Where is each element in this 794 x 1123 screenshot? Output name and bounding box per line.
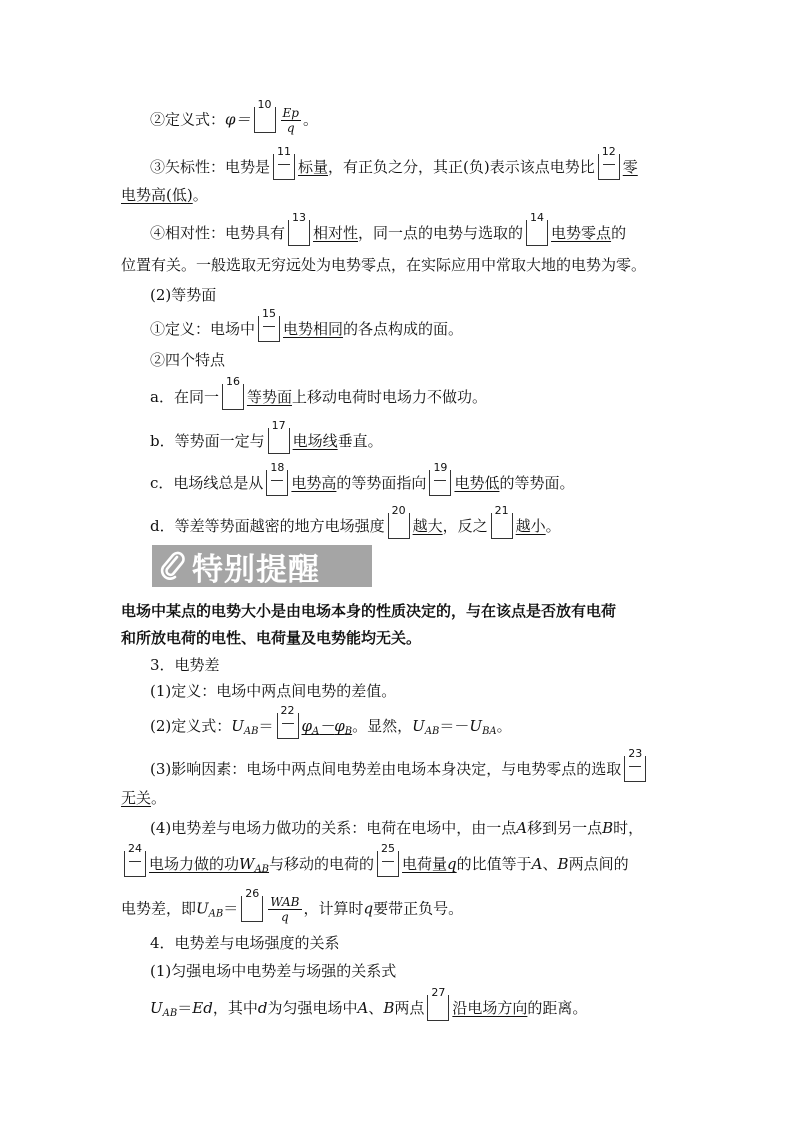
blank-box [624, 747, 646, 782]
answer-text: 电势相同 [283, 320, 344, 338]
text: B [602, 819, 614, 837]
work-relation-line [150, 818, 643, 838]
text: 。 [302, 110, 318, 129]
equipotential-definition [150, 307, 464, 342]
text: B [557, 855, 569, 873]
text: 时， [613, 819, 644, 837]
text: ，同一点的电势与选取的 [358, 224, 524, 242]
work-relation-line-2 [121, 842, 629, 880]
text: 的等势面。 [499, 474, 575, 492]
potential-difference-formula [150, 704, 512, 742]
blank-box [429, 461, 451, 496]
text: 和所放电荷的电性、电荷量及电势能均无关。 [121, 629, 422, 647]
relativity-line [150, 211, 627, 246]
scalar-line [150, 145, 638, 180]
text: ＝ [223, 899, 239, 918]
blank-number: 20 [389, 505, 409, 517]
text: ，其中 [212, 999, 258, 1017]
blank-number: 15 [259, 308, 279, 320]
text: 。显然， [352, 717, 413, 735]
feature-a [150, 375, 487, 410]
text: (3)影响因素：电场中两点间电势差由电场本身决定，与电势零点的选取 [150, 760, 622, 778]
section-4-heading [150, 933, 340, 953]
paperclip-icon [158, 551, 188, 581]
text: a．在同一 [150, 388, 219, 406]
text: 。 [496, 717, 512, 735]
feature-d [150, 504, 561, 539]
blank-number: 26 [242, 888, 262, 900]
text: 的各点构成的面。 [343, 320, 464, 338]
text: ，反之 [442, 517, 488, 535]
section-equipotential [150, 285, 216, 305]
text: － [319, 717, 335, 735]
blank-box [266, 461, 288, 496]
text: ，计算时 [303, 899, 364, 918]
blank-dash [603, 164, 615, 165]
blank-number: 13 [289, 212, 309, 224]
answer-text: 沿电场方向 [452, 999, 528, 1017]
blank-number: 27 [428, 987, 448, 999]
text: 与移动的电荷的 [269, 855, 375, 873]
denominator: q [286, 121, 295, 135]
answer-text: 等势面 [246, 388, 292, 406]
answer-text: 零 [622, 158, 638, 176]
blank-number: 21 [492, 505, 512, 517]
uniform-field-relation [150, 961, 396, 981]
subscript: AB [208, 908, 224, 920]
numerator: Ep [282, 106, 299, 120]
special-reminder-banner [152, 545, 372, 587]
fraction [281, 106, 301, 135]
influence-factor-line-cont [121, 788, 166, 808]
text: 位置有关。一般选取无穷远处为电势零点，在实际应用中常取大地的电势为零。 [121, 256, 647, 274]
blank-dash [271, 480, 283, 481]
text: 。 [545, 517, 561, 535]
subscript: AB [243, 726, 259, 737]
four-features [150, 350, 225, 370]
text: 两点间的 [568, 855, 629, 873]
blank-box [427, 986, 449, 1021]
text: 上移动电荷时电场力不做功。 [291, 388, 487, 406]
text: 的等势面指向 [336, 474, 427, 492]
feature-b [150, 419, 383, 454]
text: ②四个特点 [150, 351, 226, 369]
text: 为匀强电场中 [267, 999, 358, 1017]
text: c．电场线总是从 [150, 474, 264, 492]
text: 电场力做的功 [149, 855, 240, 873]
text: q [447, 855, 457, 873]
uniform-field-formula [150, 986, 588, 1024]
blank-number: 12 [599, 146, 619, 158]
blank-number: 16 [223, 376, 243, 388]
blank-dash [129, 861, 141, 862]
text: d．等差等势面越密的地方电场强度 [150, 517, 385, 535]
text: W [239, 855, 255, 873]
blank-box [124, 842, 146, 877]
blank-box [254, 97, 276, 133]
text: 3．电势差 [150, 656, 220, 674]
text: (2)等势面 [150, 286, 217, 304]
answer-text: 越大 [412, 517, 443, 535]
blank-number: 19 [430, 462, 450, 474]
work-relation-line-3 [121, 886, 464, 925]
answer-text: 标量 [298, 158, 329, 176]
text: (1)定义：电场中两点间电势的差值。 [150, 682, 397, 700]
blank-box [598, 145, 620, 180]
relativity-line-cont [121, 255, 646, 275]
text: 两点 [394, 999, 425, 1017]
text: ＝－ [439, 717, 470, 735]
text: b．等势面一定与 [150, 432, 265, 450]
text: (1)匀强电场中电势差与场强的关系式 [150, 962, 397, 980]
blank-box [377, 842, 399, 877]
blank-box [288, 211, 310, 246]
text: U [150, 999, 163, 1017]
text: ＝ [258, 717, 274, 735]
answer-text: 电势高 [291, 474, 337, 492]
numerator: WAB [270, 895, 300, 909]
blank-number: 24 [125, 843, 145, 855]
text: ＝ [177, 999, 193, 1017]
blank-number: 18 [267, 462, 287, 474]
text: 。 [151, 789, 167, 807]
text: ②定义式： [150, 110, 226, 129]
text: 的比值等于 [456, 855, 532, 873]
subscript: AB [254, 864, 270, 875]
text: ，有正负之分，其正(负)表示该点电势比 [328, 158, 595, 176]
blank-box [277, 704, 299, 739]
text: q [363, 899, 374, 918]
denominator: q [281, 910, 289, 924]
text: ③矢标性：电势是 [150, 158, 271, 176]
potential-difference-definition [150, 681, 396, 701]
text: B [383, 999, 395, 1017]
subscript: BA [482, 726, 497, 737]
subscript: B [344, 726, 353, 737]
blank-box [268, 419, 290, 454]
text: U [469, 717, 483, 735]
text: ④相对性：电势具有 [150, 224, 286, 242]
text: U [231, 717, 244, 735]
blank-number: 10 [255, 99, 275, 111]
blank-box [491, 504, 513, 539]
text: 的距离。 [527, 999, 588, 1017]
note-line-1 [121, 601, 616, 621]
answer-text [149, 855, 269, 873]
subscript: A [312, 726, 320, 737]
blank-box [273, 145, 295, 180]
blank-dash [629, 766, 641, 767]
subscript: AB [162, 1008, 178, 1019]
text: 垂直。 [337, 432, 383, 450]
text: U [196, 899, 209, 918]
text: Ed [192, 999, 213, 1017]
blank-box [526, 211, 548, 246]
text: 4．电势差与电场强度的关系 [150, 934, 340, 952]
answer-text: 电势低 [454, 474, 500, 492]
text: φ [334, 717, 345, 735]
text: (4)电势差与电场力做功的关系：电荷在电场中，由一点 [150, 819, 517, 837]
text: (2)定义式： [150, 717, 232, 735]
answer-text: 电势高(低) [121, 186, 193, 204]
text: 、 [368, 999, 384, 1017]
blank-box [388, 504, 410, 539]
text: U [412, 717, 425, 735]
blank-number: 25 [378, 843, 398, 855]
text: 移到另一点 [527, 819, 603, 837]
text: 电势差，即 [121, 899, 197, 918]
scalar-line-cont [121, 185, 208, 205]
text: A [531, 855, 543, 873]
blank-dash [263, 326, 275, 327]
blank-number: 23 [625, 748, 645, 760]
text: φ＝ [225, 110, 251, 129]
blank-number: 11 [274, 146, 294, 158]
blank-number: 22 [278, 705, 298, 717]
text: 。 [192, 186, 208, 204]
influence-factor-line [150, 747, 649, 782]
section-3-heading [150, 655, 220, 675]
subscript: AB [424, 726, 440, 737]
text: d [257, 999, 268, 1017]
feature-c [150, 461, 575, 496]
text: 电场中某点的电势大小是由电场本身的性质决定的，与在该点是否放有电荷 [121, 602, 617, 620]
blank-dash [278, 164, 290, 165]
text: 电荷量 [402, 855, 448, 873]
text: A [516, 819, 528, 837]
text: φ [301, 717, 313, 735]
answer-text [302, 717, 353, 735]
blank-dash [382, 861, 394, 862]
answer-text [402, 855, 457, 873]
answer-text: 相对性 [313, 224, 359, 242]
note-line-2 [121, 628, 421, 648]
text: ①定义：电场中 [150, 320, 256, 338]
blank-box [222, 375, 244, 410]
answer-text: 越小 [515, 517, 546, 535]
definition-formula-line [150, 97, 318, 135]
banner-title: 特别提醒 [192, 551, 320, 588]
fraction [268, 895, 301, 924]
blank-box [241, 886, 263, 922]
answer-text: 无关 [121, 789, 152, 807]
blank-number: 14 [527, 212, 547, 224]
blank-dash [282, 723, 294, 724]
blank-dash [434, 480, 446, 481]
blank-number: 17 [269, 420, 289, 432]
answer-text: 电势零点 [551, 224, 612, 242]
text: 、 [542, 855, 558, 873]
text: A [357, 999, 369, 1017]
answer-text: 电场线 [292, 432, 338, 450]
blank-box [258, 307, 280, 342]
text: 的 [611, 224, 627, 242]
text: 要带正负号。 [373, 899, 464, 918]
